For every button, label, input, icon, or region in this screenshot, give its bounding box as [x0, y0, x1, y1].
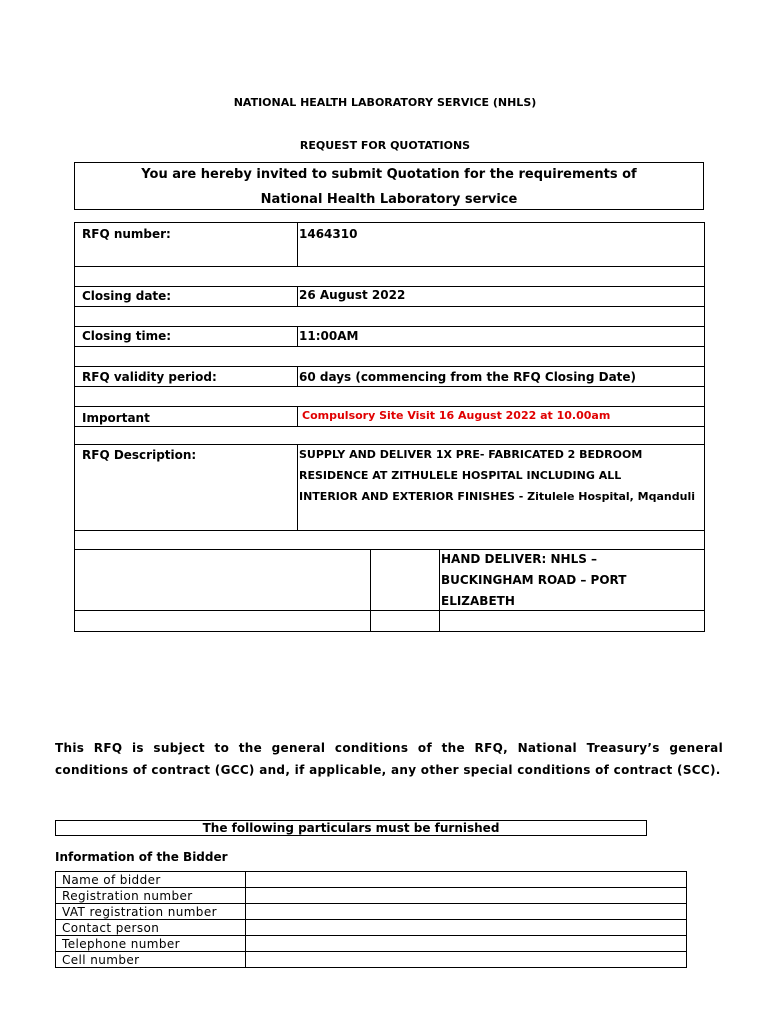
rfq-number-value: 1464310 — [299, 227, 358, 241]
closing-time-value: 11:00AM — [299, 329, 359, 343]
invitation-line-1: You are hereby invited to submit Quotation for the requirements of — [141, 167, 637, 182]
field-value-contact-person[interactable] — [246, 920, 687, 936]
description-line-3: INTERIOR AND EXTERIOR FINISHES - Zitulele Hospital, Mqanduli — [299, 490, 695, 503]
bidder-info-table — [55, 871, 687, 968]
organization-title: NATIONAL HEALTH LABORATORY SERVICE (NHLS) — [233, 96, 537, 109]
field-value-telephone-number[interactable] — [246, 936, 687, 952]
table-row — [56, 920, 687, 936]
description-label: RFQ Description: — [82, 448, 197, 462]
delivery-line-1: HAND DELIVER: NHLS – — [441, 552, 598, 566]
field-label: Contact person — [56, 920, 246, 936]
field-value-cell-number[interactable] — [246, 952, 687, 968]
description-text — [299, 444, 695, 507]
conditions-paragraph: This RFQ is subject to the general conditions of the RFQ, National Treasury’s general conditions of contract (GCC) and, if applicable, any other special conditions of contract (SCC). — [55, 741, 723, 777]
invitation-line-2: National Health Laboratory service — [260, 192, 518, 207]
table-row — [56, 904, 687, 920]
important-label: Important — [82, 411, 150, 425]
description-line-2: RESIDENCE AT ZITHULELE HOSPITAL INCLUDING ALL — [299, 469, 622, 482]
closing-date-value: 26 August 2022 — [299, 288, 406, 302]
bidder-info-title: Information of the Bidder — [55, 850, 228, 864]
table-row — [56, 872, 687, 888]
document-title: REQUEST FOR QUOTATIONS — [299, 139, 471, 152]
validity-label: RFQ validity period: — [82, 370, 217, 384]
field-label: Telephone number — [56, 936, 246, 952]
particulars-heading: The following particulars must be furnished — [55, 820, 647, 836]
delivery-line-3: ELIZABETH — [441, 594, 515, 608]
field-value-name-of-bidder[interactable] — [246, 872, 687, 888]
field-label: Name of bidder — [56, 872, 246, 888]
field-value-registration-number[interactable] — [246, 888, 687, 904]
field-label: Cell number — [56, 952, 246, 968]
closing-date-label: Closing date: — [82, 289, 172, 303]
delivery-line-2: BUCKINGHAM ROAD – PORT — [441, 573, 627, 587]
table-row — [56, 952, 687, 968]
table-row — [56, 888, 687, 904]
field-label: Registration number — [56, 888, 246, 904]
table-row — [56, 936, 687, 952]
closing-time-label: Closing time: — [82, 329, 172, 343]
delivery-address — [441, 549, 626, 612]
field-value-vat-registration-number[interactable] — [246, 904, 687, 920]
description-line-1: SUPPLY AND DELIVER 1X PRE- FABRICATED 2 BEDROOM — [299, 448, 643, 461]
rfq-number-label: RFQ number: — [82, 227, 171, 241]
important-value: Compulsory Site Visit 16 August 2022 at 10.00am — [302, 409, 611, 422]
validity-value: 60 days (commencing from the RFQ Closing Date) — [299, 370, 637, 384]
invitation-box — [74, 162, 704, 210]
field-label: VAT registration number — [56, 904, 246, 920]
